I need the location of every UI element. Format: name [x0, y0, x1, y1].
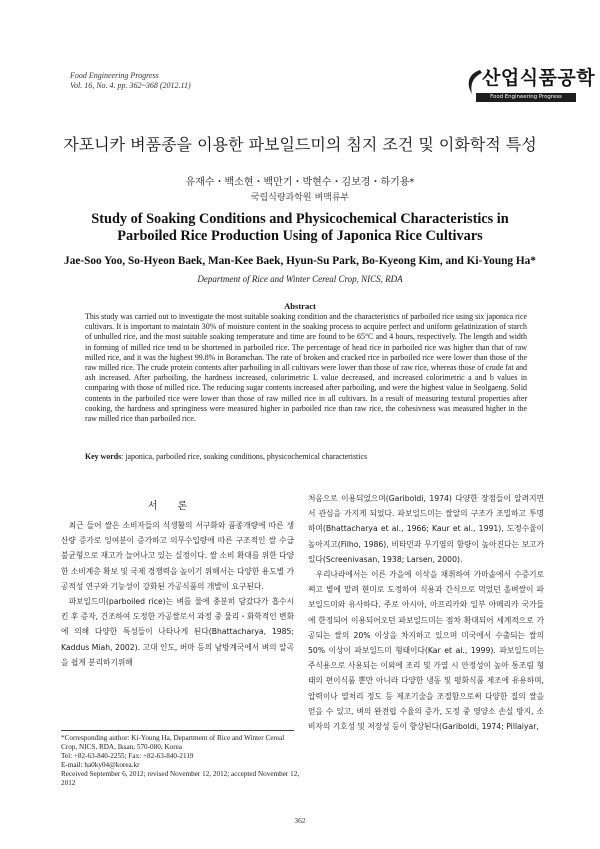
abstract-heading: Abstract [284, 301, 316, 311]
korean-authors: 유재수・백소현・백만기・박현수・김보경・하기용* [185, 177, 415, 188]
footnote [61, 734, 301, 788]
journal-name: Food Engineering Progress [70, 71, 159, 80]
paragraph: 최근 들어 쌀은 소비자들의 식생활의 서구화와 품종개량에 따른 생산량 증가로 잉여분이 증가하고 의무수입량에 따른 구조적인 쌀 수급 불균형으로 재고가 늘어나고 있는 실정이다. 쌀 소비 확대를 위한 다양한 소비계층 확보 및 국제 경쟁력을 높이기 위해서는 다양한 용도별 가공적성 연구와 기능성이 강화된 가공식품의 개발이 요구된다. [61, 521, 294, 591]
keywords-label: Key words [85, 452, 122, 461]
english-title-line2: Parboiled Rice Production Using of Japonica Rice Cultivars [117, 228, 483, 244]
footnote-divider [61, 730, 294, 731]
paragraph: 처음으로 이용되었으며(Gariboldi, 1974) 다양한 장점들이 알려지면서 관심을 가지게 되었다. 파보일드미는 쌀알의 구조가 조밀하고 투명하며(Bhattacharya et al., 1966; Kaur et al., 1991), 도정수율이 높아지고(Filho, 1986), 비타민과 무기염의 함량이 높아진다는 보고가 있다(Screenivasan, 1938; Larsen, 2000). [308, 494, 544, 564]
abstract-text: This study was carried out to investigate the most suitable soaking condition and the characteristics of parboiled rice using six japonica rice cultivars. It is important to maintain 30% of moisture content in the soaking process to acquire perfect and uniform gelatinization of starch of unhulled rice, and the most suitable soaking temperature and time are found to be 65°C and 4 hours, respectively. The length and width in forming of milled rice tend to be shortened in parboiled rice. The percentage of head rice in parboiled rice was higher than that of raw milled rice, and it was the highest 99.8% in Boramchan. The rate of broken and cracked rice in parboiled rice were lower than those of the raw milled rice. The crude protein contents after parboiling in all cultivars were lower than those of raw rice, whereas those of crude fat and ash increased. After parboiling, the hardness increased, colorimetric L value decreased, and increased colorimetric a and b values in comparing with those of milled rice. The reducing sugar contents increased after parboiling, and were the highest value in Seolgaeng. Solid contents in the parboiled rice were lower than those of raw milled rice in all cultivars. In a result of measuring textural properties after cooking, the hardness and springiness were measured higher in parboiled rice than raw rice, the cohesivness was measured higher in the raw milled rice than parboiled rice. [85, 312, 527, 424]
paragraph: 우리나라에서는 이른 가을에 이삭을 채취하여 가마솥에서 수증기로 쪄고 볕에 말려 현미로 도정하여 식용과 간식으로 먹었던 올벼쌀이 파보일드미와 유사하다. 주로 아시아, 아프리카와 일부 아메리카 국가들에 한정되어 이용되어오던 파보일드미는 점차 확대되어 세계적으로 가공되는 쌀의 20% 이상을 차지하고 있으며 미국에서 수출되는 쌀의 50% 이상이 파보일드미 형태이다(Kar et al., 1999). 파보일드미는 주식용으로 사용되는 이외에 조리 및 가열 시 안정성이 높아 통조림 형태의 편이식품 뿐만 아니라 다양한 냉동 및 평화식품 제조에 유용하며, 압력이나 열처리 정도 등 제조기술을 조절함으로써 다양한 질의 쌀을 얻을 수 있고, 벼의 완전립 수율의 증가, 도정 중 영양소 손실 방지, 소비자의 기호성 및 저장성 등이 향상된다(Gariboldi, 1974; Pillaiyar, [308, 570, 544, 732]
footnote-corresponding: *Corresponding author: Ki-Young Ha, Department of Rice and Winter Cereal Crop, NICS, RDA, Iksan, 570-080, Korea [61, 734, 285, 751]
logo-tagline: Food Engineering Progress [476, 93, 576, 102]
section-heading-introduction: 서론 [147, 501, 208, 512]
korean-title: 자포니카 벼품종을 이용한 파보일드미의 침지 조건 및 이화학적 특성 [63, 135, 537, 154]
footnote-received: Received September 6, 2012; revised November 12, 2012; accepted November 12, 2012 [61, 770, 300, 787]
korean-affiliation: 국립식량과학원 벼맥류부 [250, 193, 350, 203]
keywords-text: : japonica, parboiled rice, soaking conditions, physicochemical characteristics [121, 452, 368, 461]
english-title [60, 211, 540, 245]
journal-logo [462, 66, 596, 108]
body-column-left [61, 518, 294, 670]
paragraph: 파보일드미(parboiled rice)는 벼를 물에 충분히 담갔다가 흡수시킨 후 증자, 건조하여 도정한 가공쌀로서 과정 중 물리・화학적인 변화에 의해 다양한 특성들이 나타나게 된다(Bhattacharya, 1985; Kaddus Miah, 2002). 고대 인도, 버마 등의 남방계국에서 벼의 알곡을 쉽게 분리하기위해 [61, 597, 294, 667]
english-affiliation: Department of Rice and Winter Cereal Crop, NICS, RDA [197, 274, 403, 284]
logo-text: 산업식품공학 [482, 67, 596, 89]
english-authors: Jae-Soo Yoo, So-Hyeon Baek, Man-Kee Baek, Hyun-Su Park, Bo-Kyeong Kim, and Ki-Young Ha* [64, 255, 536, 267]
journal-header [70, 71, 191, 91]
footnote-tel: Tel: +82-63-840-2255; Fax: +82-63-840-2119 [61, 752, 194, 760]
page-number: 362 [294, 816, 306, 825]
journal-volume: Vol. 16, No. 4. pp. 362~368 (2012.11) [70, 81, 191, 90]
body-column-right [308, 491, 544, 734]
footnote-email: E-mail: ha0ky04@korea.kr [61, 761, 140, 769]
english-title-line1: Study of Soaking Conditions and Physicochemical Characteristics in [91, 211, 509, 227]
keywords [85, 452, 527, 461]
